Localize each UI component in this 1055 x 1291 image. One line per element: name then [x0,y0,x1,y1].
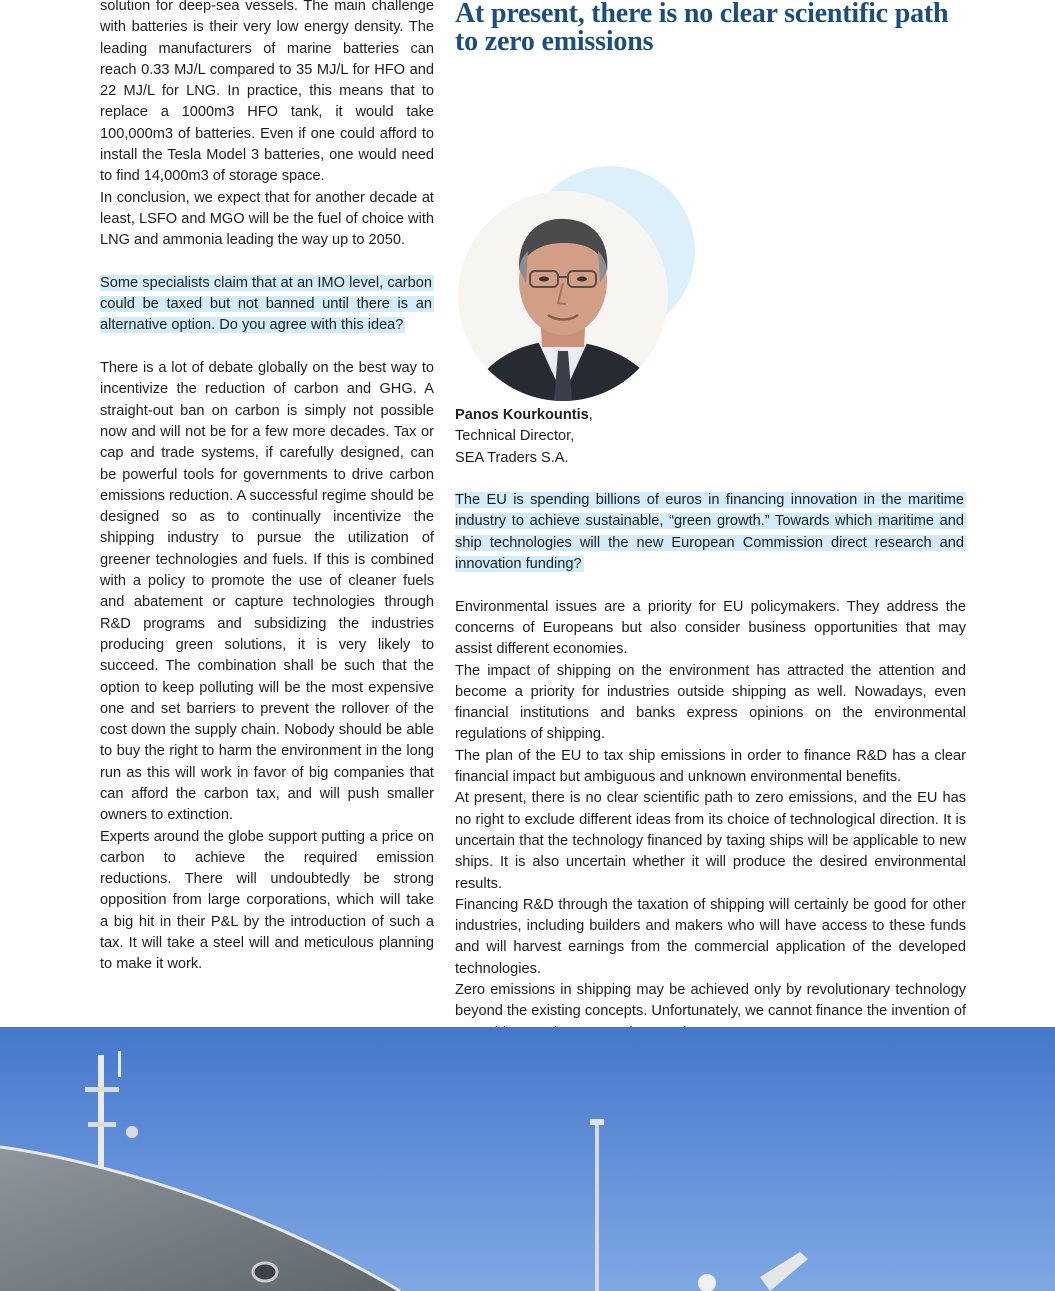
question-text: The EU is spending billions of euros in financing innovation in the maritime industry to achieve sustainable, “green growth.” Towards which maritime and ship technologies will the new European Commission direct research and innovation funding? [455,492,964,573]
section-heading: At present, there is no clear scientific path to zero emissions [455,0,949,57]
body-paragraph: In conclusion, we expect that for another decade at least, LSFO and MGO will be the fuel of choice with LNG and ammonia leading the way up to 2050. [100,189,434,249]
interview-question [100,273,434,337]
caption-comma: , [588,407,593,423]
person-name: Panos Kourkountis [455,407,589,423]
portrait [455,109,966,405]
body-paragraph: Zero emissions in shipping may be achieved only by revolutionary technology beyond the existing concepts. Unfortunately, we cannot finance the invention of [455,982,966,1020]
body-paragraph: At present, there is no clear scientific path to zero emissions, and the EU has no right to exclude different ideas from its choice of technological direction. It is uncertain that the technology financed by taxing ships will be applicable to new ships. It is also uncertain whether it will produce the desired environmental results. [455,790,966,892]
body-paragraph: Financing R&D through the taxation of shipping will certainly be good for other industries, including builders and makers who will have access to these funds and will harvest earnings from the commercial application of the developed technologies. [455,896,966,977]
photo-caption [455,405,966,469]
person-company: SEA Traders S.A. [455,449,569,466]
person-title: Technical Director, [455,428,575,445]
body-paragraph: solution for deep-sea vessels. The main challenge with batteries is their very low energy density. The leading manufacturers of marine batteries can reach 0.33 MJ/L compared to 35 MJ/L for HFO and 22 MJ/L for LNG. In practice, this means that to replace a 1000m3 HFO tank, it would take 100,000m3 of batteries. Even if one could afford to install the Tesla Model 3 batteries, one would need to find 14,000m3 of storage space. [100,0,434,185]
question-text: Some specialists claim that at an IMO level, carbon could be taxed but not banned until there is an alternative option. Do you agree with this idea? [100,274,432,334]
body-paragraph: The plan of the EU to tax ship emissions in order to finance R&D has a clear financial impact but ambiguous and unknown environmental benefits. [455,747,966,786]
body-paragraph: Experts around the globe support putting a price on carbon to achieve the required emission reductions. There will undoubtedly be strong opposition from large corporations, which will take a big hit in their P&L by the introduction of such a tax. It will take a steel will and meticulous planning to make it work. [100,828,434,973]
left-column [100,0,434,976]
interview-question [455,490,966,575]
portrait-photo [458,191,668,401]
body-paragraph: There is a lot of debate globally on the best way to incentivize the reduction of carbon and GHG. A straight-out ban on carbon is simply not possible now and will not be for a few more decades. Tax or cap and trade systems, if carefully designed, can be powerful tools for governments to drive carbon emissions reduction. A successful regime should be designed so as to continually incentivize the shipping industry to pursue the utilization of greener technologies and fuels. If this is combined with a policy to promote the use of cleaner fuels and abatement or capture technologies through R&D programs and subsidizing the industries producing green solutions, it is very likely to succeed. The combination shall be such that the option to keep polluting will be the most expensive one and set barriers to prevent the rollover of the cost down the supply chain. Nobody should be able to buy the right to harm the environment in the long run as this will work in favor of big companies that can afford the carbon tax, and will push smaller owners to extinction. [100,360,434,824]
ship-photo [0,1027,1055,1291]
right-column [455,0,966,1044]
body-paragraph: The impact of shipping on the environment has attracted the attention and become a priority for industries outside shipping as well. Nowadays, even financial institutions and banks express opinions on the environmental regulations of shipping. [455,662,966,743]
body-paragraph: Environmental issues are a priority for EU policymakers. They address the concerns of Europeans but also consider business opportunities that may assist different economies. [455,598,966,658]
